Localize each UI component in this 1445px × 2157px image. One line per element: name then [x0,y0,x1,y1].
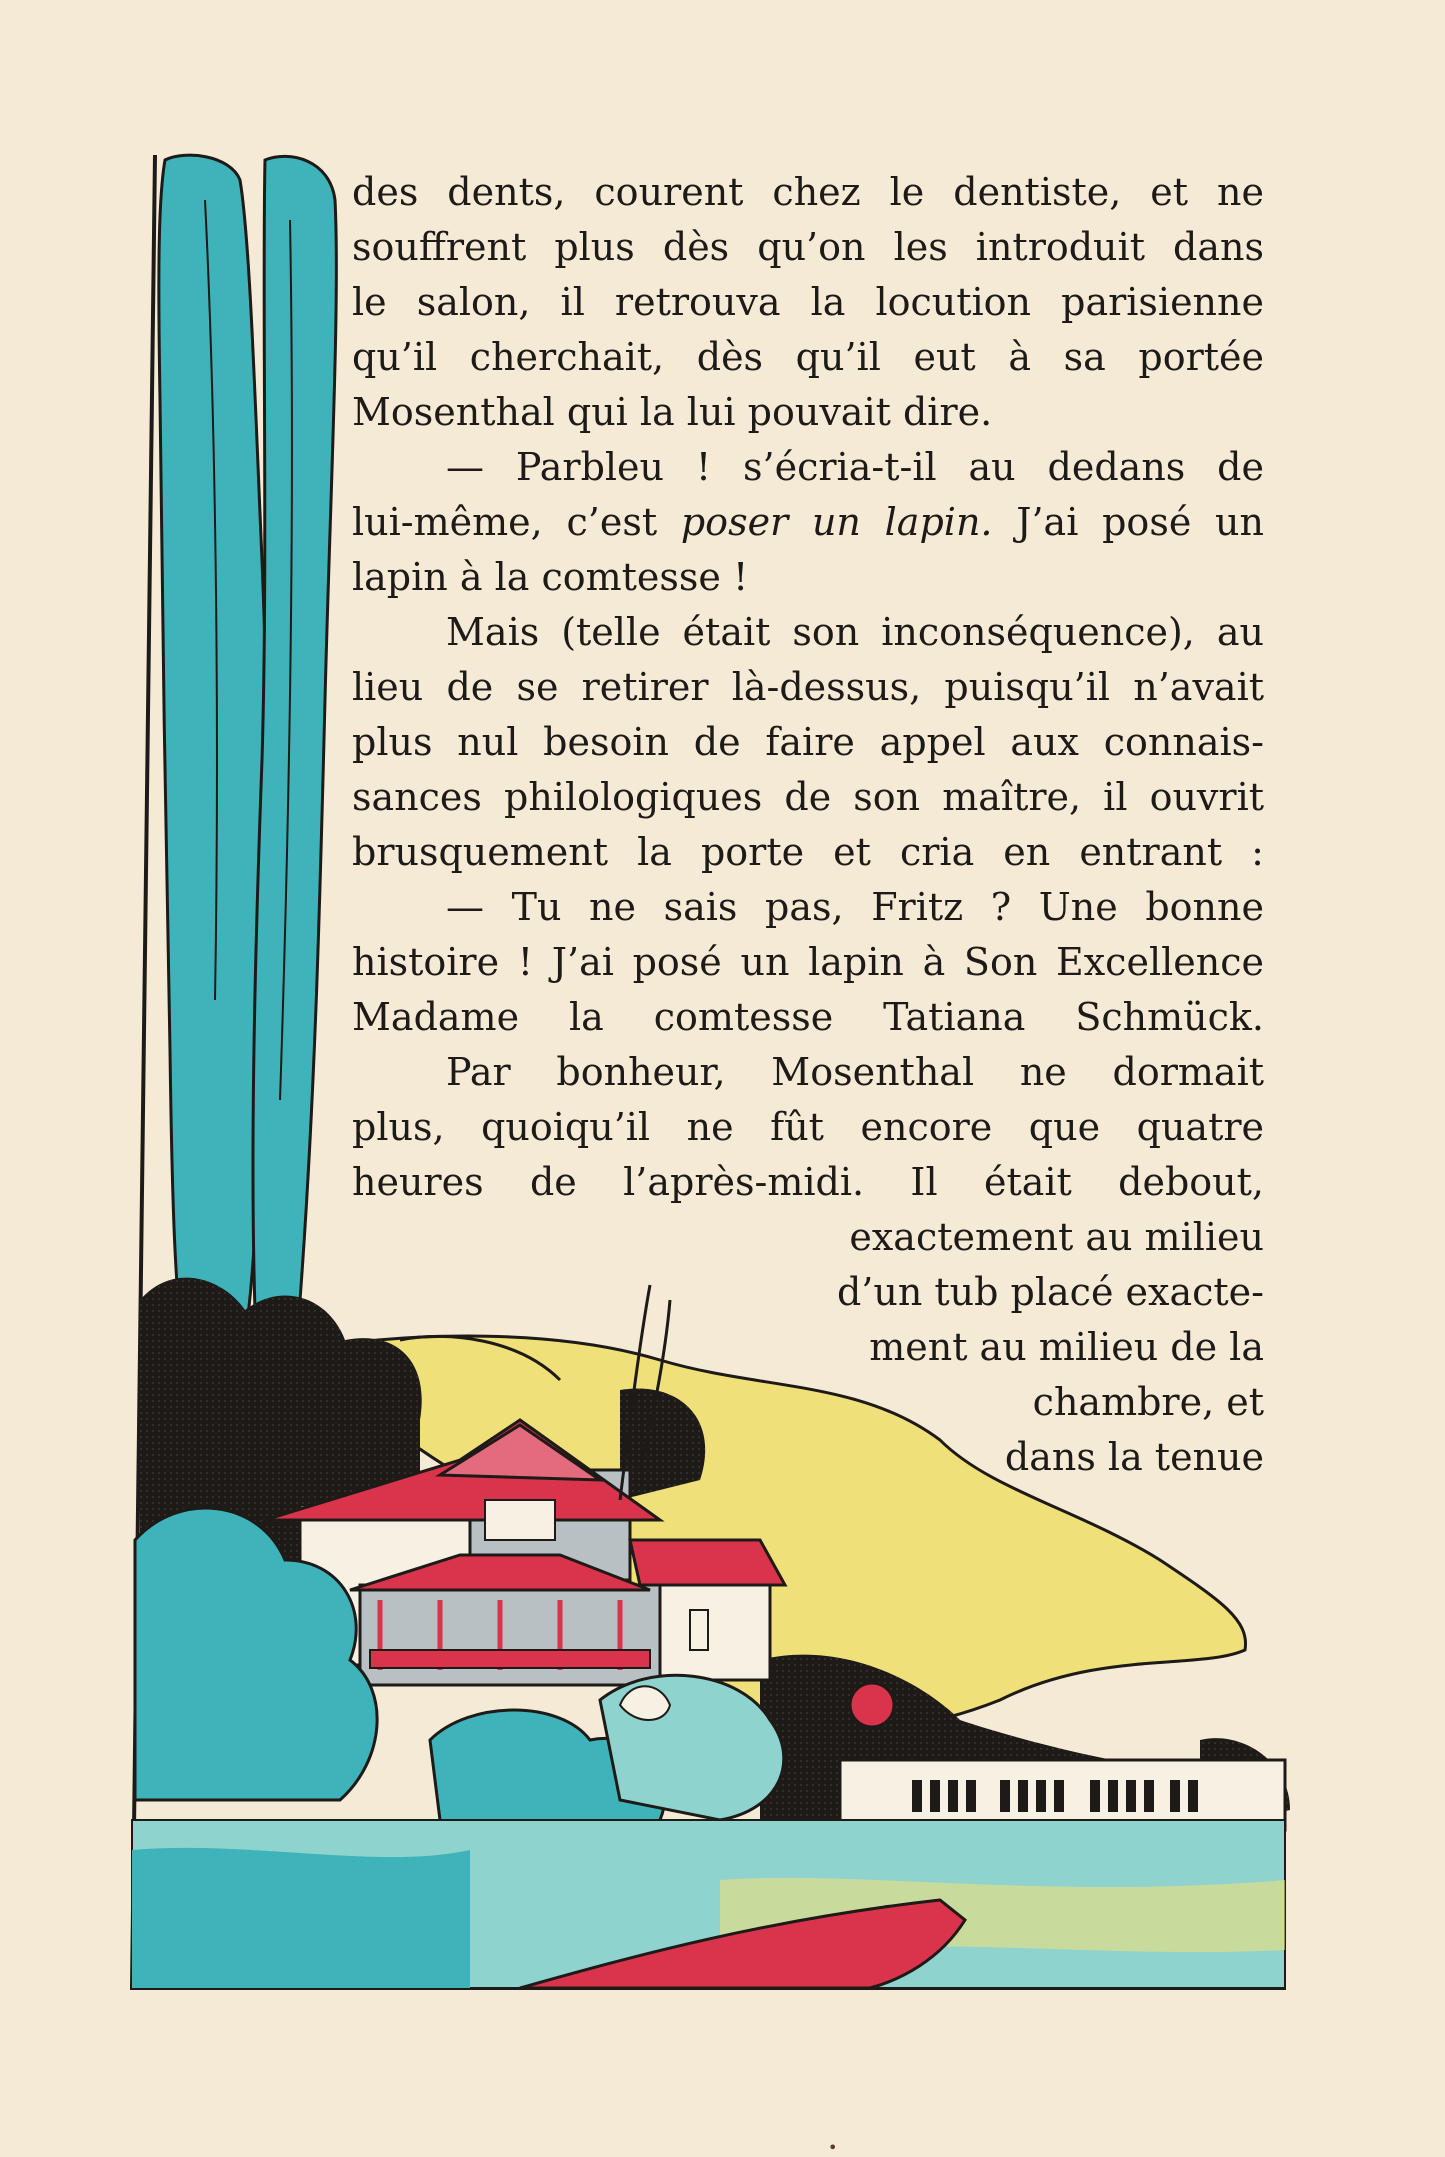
text-line: — Parbleu ! s’écria-t-il au dedans de [446,445,1264,489]
villa-roof-right [630,1540,785,1585]
text-line: brusquement la porte et cria en entrant : [352,830,1264,874]
text-line: plus, quoiqu’il ne fût encore que quatre [352,1105,1264,1149]
cypress-tree-right [253,156,336,1310]
text-line: le salon, il retrouva la locution parisienne [352,280,1264,324]
text-line: Par bonheur, Mosenthal ne dormait [446,1050,1264,1094]
text-segment: J’ai posé un [992,500,1264,544]
text-line: — Tu ne sais pas, Fritz ? Une bonne [446,885,1264,929]
text-line: lieu de se retirer là-dessus, puisqu’il n’avait [352,665,1264,709]
italic-phrase: poser un lapin. [680,500,993,544]
text-line: souffrent plus dès qu’on les introduit dans [352,225,1264,269]
text-line: sances philologiques de son maître, il ouvrit [352,775,1264,819]
text-segment: lui-même, c’est [352,500,681,544]
ornament-mark: • [828,2138,838,2157]
text-line: dans la tenue [1004,1435,1264,1479]
text-line [352,495,1264,550]
text-line: ment au milieu de la [869,1325,1264,1369]
text-line: exactement au milieu [849,1215,1264,1259]
text-line: Madame la comtesse Tatiana Schmück. [352,995,1264,1039]
text-line: Mais (telle était son inconséquence), au [446,610,1264,654]
text-line: histoire ! J’ai posé un lapin à Son Excellence [352,940,1264,984]
text-line: des dents, courent chez le dentiste, et ne [352,170,1264,214]
text-line: Mosenthal qui la lui pouvait dire. [352,390,993,434]
text-line: lapin à la comtesse ! [352,555,749,599]
text-line: chambre, et [1032,1380,1264,1424]
text-line: heures de l’après-midi. Il était debout, [352,1160,1264,1204]
text-line: d’un tub placé exacte- [836,1270,1264,1314]
text-line: qu’il cherchait, dès qu’il eut à sa portée [352,335,1264,379]
red-bush [850,1683,894,1727]
text-line: plus nul besoin de faire appel aux connais- [352,720,1264,764]
